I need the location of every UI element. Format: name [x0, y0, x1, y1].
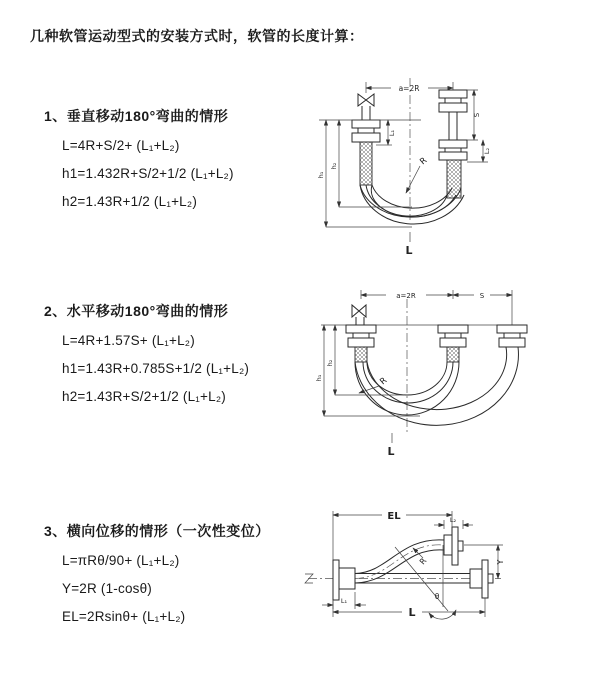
left-hose-braid: [355, 347, 367, 362]
right-pipe-fitting: [497, 299, 527, 347]
section-3-formula-L: L=πRθ/90+ (L₁+L₂): [62, 553, 180, 568]
valve-icon: [358, 94, 374, 120]
dim-l: [333, 598, 485, 619]
angle-label: θ: [434, 592, 440, 601]
radius-callout: [413, 548, 429, 566]
dim-h1-label: h₁: [317, 171, 325, 179]
length-callout: [405, 232, 412, 257]
section-1-formula-h2: h2=1.43R+1/2 (L₁+L₂): [62, 194, 198, 209]
dim-h2-label: h₂: [326, 359, 334, 367]
right-flange: [470, 560, 493, 598]
left-flange: [333, 560, 355, 600]
dim-s-label: S: [473, 112, 481, 118]
dim-s-label: S: [479, 292, 485, 300]
dim-s: [453, 292, 512, 300]
dim-l1-label: L₁: [340, 597, 348, 605]
section-3-formula-EL: EL=2Rsinθ+ (L₁+L₂): [62, 609, 186, 624]
section-1-formula-L: L=4R+S/2+ (L₁+L₂): [62, 138, 180, 153]
middle-pipe-fitting: [438, 325, 468, 347]
dim-h1-label: h₁: [315, 374, 323, 382]
section-2-formula-h1: h1=1.43R+0.785S+1/2 (L₁+L₂): [62, 361, 250, 376]
section-2-formula-L: L=4R+1.57S+ (L₁+L₂): [62, 333, 195, 348]
diagram-vertical-180-bend: [306, 70, 591, 260]
dim-y-label: Y: [496, 559, 505, 565]
section-2-formula-h2: h2=1.43R+S/2+1/2 (L₁+L₂): [62, 389, 226, 404]
top-right-flange: [444, 527, 463, 565]
page-title: 几种软管运动型式的安装方式时，软管的长度计算：: [30, 28, 364, 44]
left-hose-braid: [360, 142, 372, 185]
dim-l2: [467, 140, 491, 162]
right-pipe-upper-fitting: [439, 90, 467, 112]
section-3-heading: 3、横向位移的情形（一次性变位）: [44, 523, 270, 539]
dim-l1: [322, 592, 366, 609]
dim-s: [467, 90, 481, 140]
section-2: [44, 301, 309, 405]
angle-callout: [429, 592, 456, 619]
radius-construction-lines: [395, 545, 448, 611]
section-3-formula-Y: Y=2R (1-cosθ): [62, 581, 153, 596]
dim-el-label: EL: [387, 511, 401, 522]
dim-l2-label: L₂: [449, 516, 457, 524]
dim-l2-label: L₂: [483, 147, 491, 155]
radius-label: R: [417, 556, 429, 567]
hose-u-bend-position-2: [355, 347, 518, 425]
section-3: [44, 521, 309, 625]
length-callout: [387, 433, 394, 458]
length-label: L: [405, 244, 413, 257]
length-label: L: [387, 445, 395, 458]
dim-a2r-label: a=2R: [398, 84, 420, 93]
radius-label: R: [418, 155, 430, 168]
left-pipe-fitting: [352, 120, 380, 142]
diagram-lateral-displacement: [296, 503, 600, 648]
middle-hose-braid: [447, 347, 459, 362]
dim-l1-label: L₁: [388, 129, 396, 137]
right-pipe-walls: [449, 112, 457, 140]
length-label: L: [408, 606, 416, 619]
valve-icon: [352, 305, 366, 325]
section-2-heading: 2、水平移动180°弯曲的情形: [44, 303, 229, 319]
dim-a2r: [361, 290, 512, 300]
dim-el: [333, 511, 452, 560]
section-1-formula-h1: h1=1.432R+S/2+1/2 (L₁+L₂): [62, 166, 234, 181]
dim-a2r-label: a=2R: [396, 292, 416, 300]
radius-label: R: [378, 375, 390, 388]
diagram-horizontal-180-bend: [308, 283, 593, 463]
section-1-heading: 1、垂直移动180°弯曲的情形: [44, 108, 229, 124]
right-pipe-lower-fitting: [439, 140, 467, 160]
left-pipe-fitting: [346, 325, 376, 347]
displaced-hose-curve: [355, 540, 444, 583]
section-1: [44, 106, 309, 210]
dim-h2-label: h₂: [330, 162, 338, 170]
radius-callout: [406, 156, 429, 193]
